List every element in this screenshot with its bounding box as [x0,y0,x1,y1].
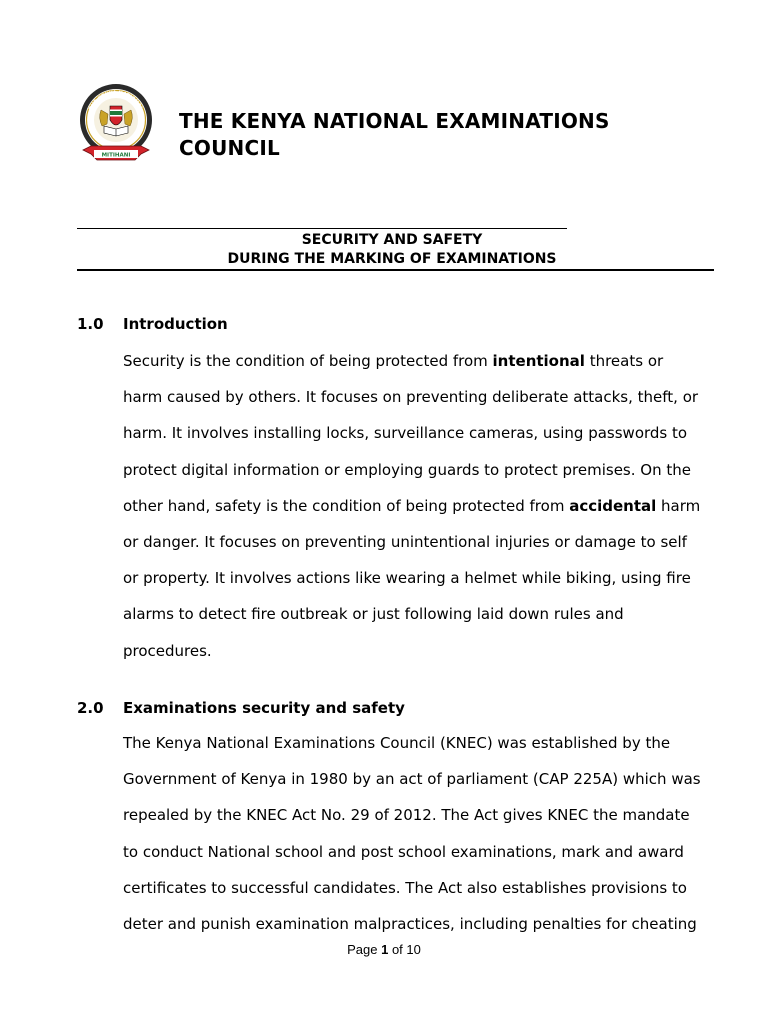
footer-current-page: 1 [381,942,389,957]
title-divider [77,269,714,271]
text-run: deter and punish examination malpractices, including penalties for cheating [123,915,697,934]
emphasized-term: accidental [569,496,657,515]
section-title: Introduction [123,315,228,333]
document-title [77,231,707,269]
paragraph-line [123,343,723,379]
section-number: 2.0 [77,699,104,717]
org-title-line-2: COUNCIL [179,136,280,160]
paragraph-line [123,633,723,669]
section-title: Examinations security and safety [123,699,405,717]
emphasized-term: intentional [492,352,585,370]
text-run: Security is the condition of being protected from [123,352,493,370]
text-run: harm. It involves installing locks, surveillance cameras, using passwords to [123,424,688,443]
paragraph-line [123,761,723,797]
section-number: 1.0 [77,315,104,333]
footer-page-word: Page [347,942,378,957]
paragraph-line [123,452,723,488]
organization-title [179,108,639,162]
text-run: to conduct National school and post school examinations, mark and award [123,842,684,861]
paragraph-line [123,524,723,560]
document-title-line-2: DURING THE MARKING OF EXAMINATIONS [227,251,557,267]
text-run: or property. It involves actions like wearing a helmet while biking, using fire [123,569,691,588]
text-run: Government of Kenya in 1980 by an act of parliament (CAP 225A) which was [123,770,701,789]
text-run: alarms to detect fire outbreak or just following laid down rules and [123,605,624,624]
paragraph-line [123,906,723,942]
seal-motto: MITIHANI [101,152,131,159]
text-run: certificates to successful candidates. The Act also establishes provisions to [123,878,687,897]
paragraph-line [123,870,723,906]
text-run: protect digital information or employing guards to protect premises. On the [123,460,691,479]
org-title-line-1: THE KENYA NATIONAL EXAMINATIONS [179,109,610,133]
paragraph-line [123,834,723,870]
text-run: harm caused by others. It focuses on preventing deliberate attacks, theft, or [123,388,699,407]
paragraph-line [123,560,723,596]
paragraph-line [123,415,723,451]
paragraph-line [123,488,723,524]
text-run: or danger. It focuses on preventing unintentional injuries or damage to self [123,533,687,552]
document-title-line-1: SECURITY AND SAFETY [301,232,483,248]
text-run: harm [656,496,701,515]
paragraph-line [123,596,723,632]
section-body-exam-security [123,725,723,942]
paragraph-line [123,797,723,833]
knec-seal-logo [77,80,155,166]
section-heading-exam-security [77,698,405,718]
paragraph-line [123,725,723,761]
text-run: procedures. [123,641,212,660]
page-footer [0,941,768,959]
footer-of-word: of [391,942,403,957]
footer-total-pages: 10 [406,942,421,957]
underscore-line [77,228,567,229]
text-run: repealed by the KNEC Act No. 29 of 2012. The Act gives KNEC the mandate [123,806,690,825]
text-run: other hand, safety is the condition of being protected from [123,496,570,515]
text-run: threats or [584,352,664,370]
seal-ring-text: THE KENYA NATIONAL [88,89,144,112]
paragraph-line [123,379,723,415]
text-run: The Kenya National Examinations Council (KNEC) was established by the [123,734,671,752]
section-body-introduction [123,343,723,669]
section-heading-introduction [77,314,228,334]
